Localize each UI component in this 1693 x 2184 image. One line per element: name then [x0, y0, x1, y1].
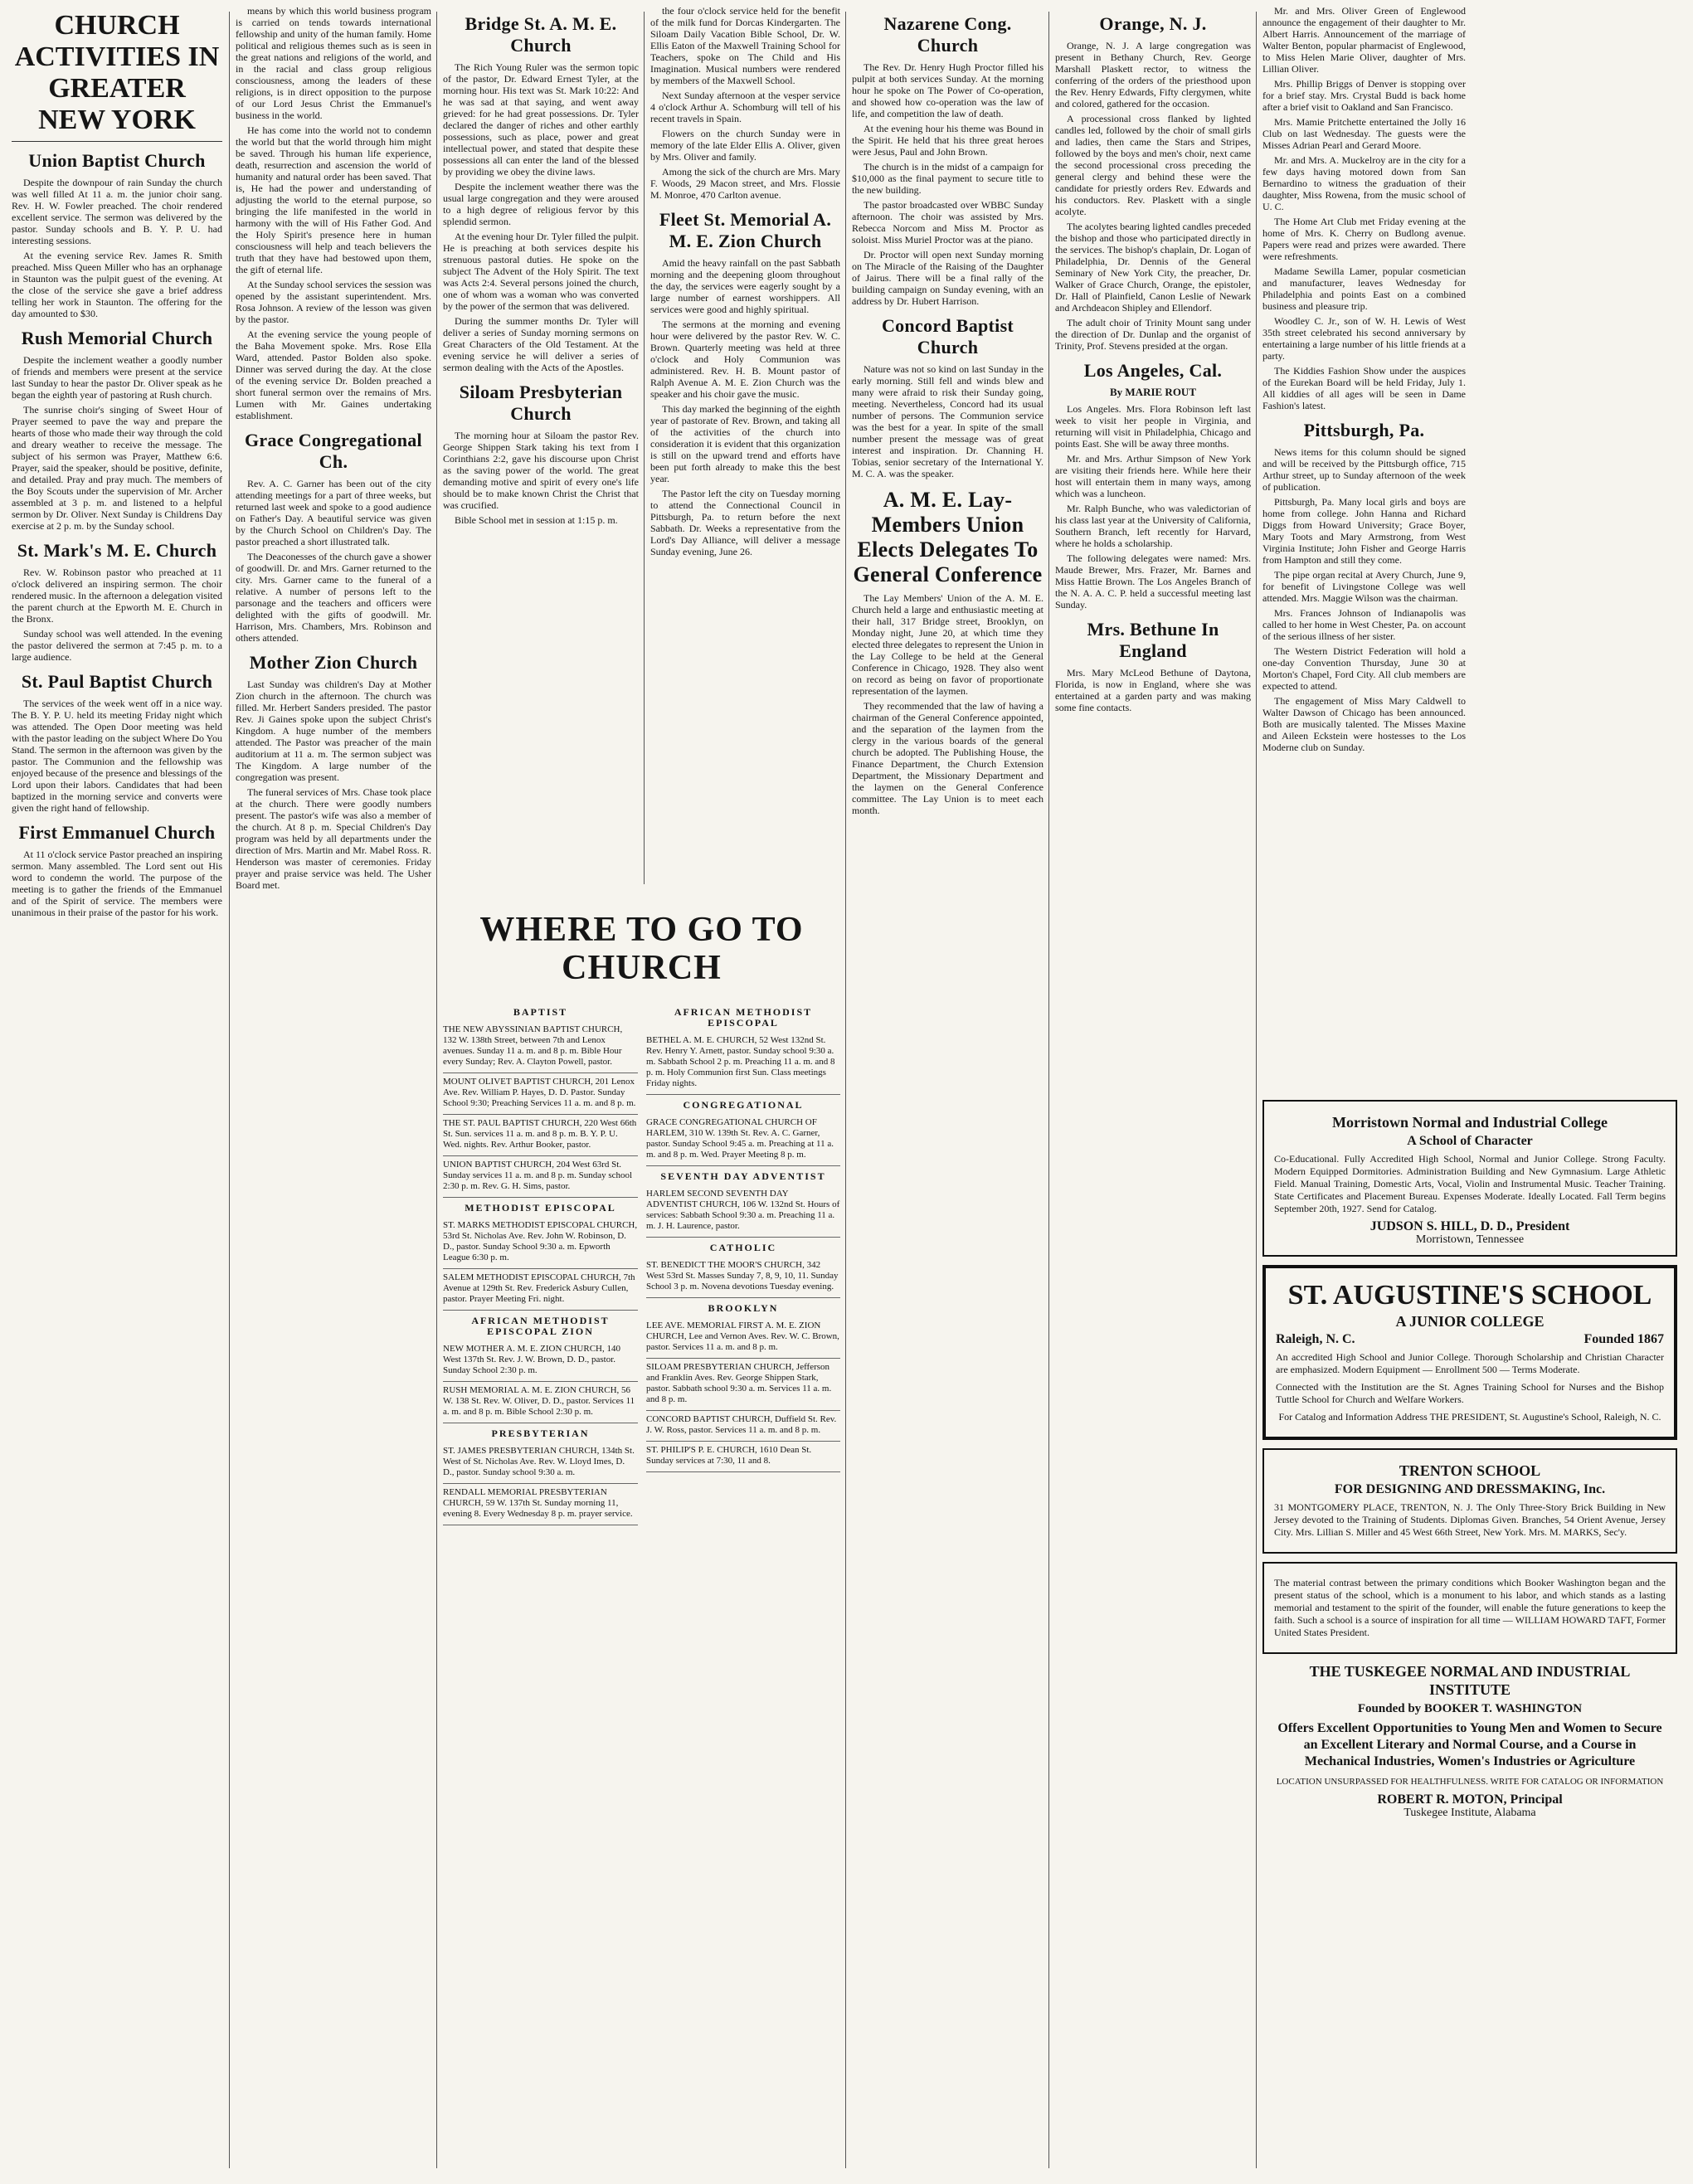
- directory-category: CONGREGATIONAL: [683, 1099, 804, 1111]
- ad-place: Tuskegee Institute, Alabama: [1404, 1807, 1536, 1819]
- directory-category: AFRICAN METHODIST EPISCOPAL: [674, 1006, 813, 1029]
- ad-morristown: [1262, 1100, 1677, 1257]
- ad-tuskegee: [1262, 1662, 1677, 1828]
- article-paragraph: Among the sick of the church are Mrs. Mary F. Woods, 29 Macon street, and Mrs. Flossie M. Monroe, 470 Carlton avenue.: [650, 166, 840, 201]
- article-paragraph: Last Sunday was children's Day at Mother Zion church in the afternoon. The church was filled. Mr. Herbert Sanders presided. The pastor Rev. Ji Gaines spoke upon the subject Christ's Kingdom. A huge number of the members attended. The Pastor was preacher of the main auditorium at 11 a. m. The sermon subject was The Kingdom. A large number of the congregation was present.: [236, 679, 431, 783]
- article-paragraph: Pittsburgh, Pa. Many local girls and boys are home from college. John Hanna and Richard Diggs from Howard University; Grace Boyer, Mary Toots and Mary Armstrong, from West Virginia Institute; John Fisher and George Harris from Hampton and still they come.: [1262, 496, 1466, 566]
- article-heading: Pittsburgh, Pa.: [1303, 420, 1425, 440]
- article-heading: Siloam Presbyterian Church: [459, 382, 623, 424]
- article-siloam: [443, 382, 639, 526]
- article-st-paul-baptist: [12, 671, 222, 814]
- ad-body: 31 MONTGOMERY PLACE, TRENTON, N. J. The Only Three-Story Brick Building in New Jersey devoted to the Training of Students. Diplomas Given. Branches, 54 Orient Avenue, Jersey City. Mrs. Lillian S. Miller and 45 West 66th Street, New York. Mrs. M. MARKS, Sec'y.: [1274, 1501, 1666, 1538]
- directory-entry: HARLEM SECOND SEVENTH DAY ADVENTIST CHURCH, 106 W. 132nd St. Hours of services: Sabbath School 9:30 a. m. Preaching 11 a. m. J. H. Laurence, pastor.: [646, 1185, 840, 1238]
- ad-address: For Catalog and Information Address THE PRESIDENT, St. Augustine's School, Raleigh, N. C.: [1278, 1411, 1661, 1423]
- article-paragraph: The following delegates were named: Mrs. Maude Brewer, Mrs. Frazer, Mr. Barnes and Miss Hattie Brown. The Los Angeles Branch of the N. A. A. C. P. held a successful meeting last Sunday.: [1055, 552, 1251, 610]
- article-paragraph: The Western District Federation will hold a one-day Convention Thursday, June 30 at Morton's Chapel, Ford City. All club members are expected to attend.: [1262, 645, 1466, 692]
- article-paragraph: Next Sunday afternoon at the vesper service 4 o'clock Arthur A. Schomburg will tell of his recent travels in Spain.: [650, 90, 840, 124]
- directory-entry: THE NEW ABYSSINIAN BAPTIST CHURCH, 132 W. 138th Street, between 7th and Lenox avenues. Sunday 11 a. m. and 8 p. m. Bible Hour every Sunday; Rev. A. Clayton Powell, pastor.: [443, 1021, 638, 1073]
- directory-category: SEVENTH DAY ADVENTIST: [660, 1170, 826, 1182]
- article-paragraph: The sermons at the morning and evening hour were delivered by the pastor Rev. W. C. Brown. Quarterly meeting was held at three o'clock and Holy Communion was administered. Rev. H. B. Mount pastor of Ralph Avenue A. M. E. Zion Church was the speaker and his choir gave the music.: [650, 319, 840, 400]
- article-paragraph: The engagement of Miss Mary Caldwell to Walter Dawson of Chicago has been announced. Both are musically talented. The Misses Maxine and Aileen Eckstein were hostesses to the Los Moderne club on Sunday.: [1262, 695, 1466, 753]
- article-heading: Union Baptist Church: [28, 150, 206, 171]
- article-paragraph: The Kiddies Fashion Show under the auspices of the Eurekan Board will be held Friday, July 1. All kiddies of all ages will be seen in Dame Fashion's latest.: [1262, 365, 1466, 411]
- ad-location: LOCATION UNSURPASSED FOR HEALTHFULNESS. WRITE FOR CATALOG OR INFORMATION: [1276, 1777, 1664, 1787]
- ads-block: [1262, 1092, 1677, 2170]
- article-heading: Mrs. Bethune In England: [1087, 619, 1219, 661]
- ad-body: An accredited High School and Junior College. Thorough Scholarship and Christian Character are emphasized. Modern Equipment — Enrollment 500 — Terms Moderate.: [1276, 1351, 1664, 1375]
- article-paragraph: Mr. Ralph Bunche, who was valedictorian of his class last year at the University of California, Southern Branch, left recently for Harvard, where he holds a scholarship.: [1055, 503, 1251, 549]
- article-paragraph: Rev. W. Robinson pastor who preached at 11 o'clock delivered an inspiring sermon. The choir rendered music. In the afternoon a delegation visited the parent church at the Epworth M. E. Church in the Bronx.: [12, 567, 222, 625]
- article-paragraph: The morning hour at Siloam the pastor Rev. George Shippen Stark taking his text from I Corinthians 2:2, gave his discourse upon Christ as the saving power of the world. The great demanding motive and spirit of every one's life should be to make known Christ the Christ that was crucified.: [443, 430, 639, 511]
- article-rush-memorial: [12, 328, 222, 532]
- article-paragraph: Mrs. Mary McLeod Bethune of Daytona, Florida, is now in England, where she was entertained at a garden party and was making some fine contacts.: [1055, 667, 1251, 713]
- column-rule: [229, 12, 230, 2168]
- directory-right: [646, 1002, 840, 1525]
- ad-location: Morristown, Tennessee: [1415, 1233, 1525, 1246]
- article-paragraph: At 11 o'clock service Pastor preached an inspiring sermon. Many assembled. The Lord sent out His word to condemn the world. The purpose of the meeting is to gather the friends of the Emmanuel and of the Spirit of service. The members were unanimous in their praise of the pastor for his work.: [12, 849, 222, 918]
- directory-category: METHODIST EPISCOPAL: [465, 1202, 616, 1214]
- directory-category: PRESBYTERIAN: [491, 1428, 590, 1439]
- article-paragraph: Dr. Proctor will open next Sunday morning on The Miracle of the Raising of the Daughter of Jairus. There will be a final rally of the building campaign on Sunday evening, with an address by Dr. Hubert Harrison.: [852, 249, 1044, 307]
- article-heading: First Emmanuel Church: [18, 822, 216, 843]
- ad-subtitle: FOR DESIGNING AND DRESSMAKING, Inc.: [1334, 1482, 1606, 1496]
- article-paragraph: The Pastor left the city on Tuesday morning to attend the Connectional Council in Pittsburgh, Pa. to return before the next Sabbath. Dr. Weeks a representative from the Lord's Day Alliance, will deliver a message Sunday evening, June 26.: [650, 488, 840, 557]
- article-paragraph: The sunrise choir's singing of Sweet Hour of Prayer seemed to pave the way and prepare the hearts of those who made their way through the cold and dreary weather to receive the message. The subject of his sermon was Prayer, Matthew 6:6. Prayer, said the speaker, should be positive, definite, and detailed. Pray and pray much. The members of the Boy Scouts under the supervision of Mr. Archer assembled at 3 p. m. and listened to a helpful sermon by Dr. Oliver. Next Sunday is Childrens Day exercise at 2 p. m. by the Sunday school.: [12, 404, 222, 532]
- article-paragraph: Sunday school was well attended. In the evening the pastor delivered the sermon at 7:45 p. m. to a large audience.: [12, 628, 222, 663]
- article-paragraph: At the evening service Rev. James R. Smith preached. Miss Queen Miller who has an orphanage in Staunton was the pulpit guest of the evening. At the close of the service she gave a brief address telling her work in Staunton. The offering for the day amounted to $30.: [12, 250, 222, 319]
- article-union-baptist: [12, 150, 222, 319]
- article-mother-zion: [236, 652, 431, 891]
- directory-entry: BETHEL A. M. E. CHURCH, 52 West 132nd St. Rev. Henry Y. Arnett, pastor. Sunday school 9:30 a. m. Sabbath School 2 p. m. Preaching 11 a. m. and 8 p. m. Holy Communion first Sun. Class meetings Friday nights.: [646, 1032, 840, 1095]
- column-3: [443, 5, 639, 909]
- article-paragraph: The adult choir of Trinity Mount sang under the direction of Dr. Dunlap and the organist of Trinity, Prof. Stevens presided at the organ.: [1055, 317, 1251, 352]
- directory-entry: RUSH MEMORIAL A. M. E. ZION CHURCH, 56 W. 138 St. Rev. W. Oliver, D. D., pastor. Services 11 a. m. and 8 p. m. Bible School 2:30 p. m.: [443, 1382, 638, 1423]
- ad-body: Connected with the Institution are the St. Agnes Training School for Nurses and the Bishop Tuttle School for Church and Welfare Workers.: [1276, 1381, 1664, 1405]
- ad-founder: Founded by BOOKER T. WASHINGTON: [1357, 1702, 1583, 1715]
- ad-st-augustine: [1262, 1265, 1677, 1440]
- article-heading: St. Paul Baptist Church: [21, 671, 213, 692]
- article-heading: St. Mark's M. E. Church: [17, 540, 217, 561]
- article-paragraph: Woodley C. Jr., son of W. H. Lewis of West 35th street celebrated his second anniversary by entertaining a large number of his little friends at a party.: [1262, 315, 1466, 362]
- article-heading: Bridge St. A. M. E. Church: [465, 13, 617, 56]
- ad-title: Morristown Normal and Industrial College: [1332, 1114, 1608, 1131]
- article-heading: Mother Zion Church: [249, 652, 418, 673]
- directory-entry: ST. BENEDICT THE MOOR'S CHURCH, 342 West 53rd St. Masses Sunday 7, 8, 9, 10, 11. Sunday School 3 p. m. Novena devotions Tuesday evening.: [646, 1257, 840, 1298]
- directory-entry: THE ST. PAUL BAPTIST CHURCH, 220 West 66th St. Sun. services 11 a. m. and 8 p. m. B. Y. P. U. Wed. nights. Rev. Arthur Booker, pastor.: [443, 1115, 638, 1156]
- article-paragraph: Los Angeles. Mrs. Flora Robinson left last week to visit her people in Virginia, and returning will visit in Philadelphia, Chicago and points East. She will be away three months.: [1055, 403, 1251, 450]
- ad-principal: ROBERT R. MOTON, Principal: [1377, 1792, 1563, 1807]
- article-paragraph: At the evening hour his theme was Bound in the Spirit. He held that his three great heroes were Jesus, Paul and John Brown.: [852, 123, 1044, 158]
- article-paragraph: Mr. and Mrs. Oliver Green of Englewood announce the engagement of their daughter to Mr. Albert Harris. Announcement of the marriage of Walter Benton, popular pharmacist of Englewood, to Miss Helen Marie Oliver, daughter of Mrs. Lillian Oliver.: [1262, 5, 1466, 75]
- directory-category: AFRICAN METHODIST EPISCOPAL ZION: [471, 1315, 610, 1337]
- society-news-columns: [1262, 5, 1677, 1224]
- article-first-emmanuel: [12, 822, 222, 918]
- article-paragraph: The Rich Young Ruler was the sermon topic of the pastor, Dr. Edward Ernest Tyler, at the morning hour. His text was St. Mark 10:22: And he was sad at that saying, and went away grieved: for he had great possessions. Dr. Tyler declared the danger of riches and other earthly possessions, such as place, power and great intellectual power, and stated that despite these possessions all can enter the land of the blessed by providing we obey the divine laws.: [443, 61, 639, 178]
- article-st-marks: [12, 540, 222, 663]
- article-byline: By MARIE ROUT: [1109, 386, 1196, 398]
- article-fleet-st: [650, 209, 840, 557]
- ad-taft-quote: [1262, 1562, 1677, 1654]
- ad-president: JUDSON S. HILL, D. D., President: [1369, 1219, 1570, 1233]
- article-paragraph: At the evening service the young people of the Baha Movement spoke. Mrs. Rose Ella Ward, attended. Pastor Bolden also spoke. Dinner was served during the day. At the close of the evening service Dr. Bolden preached a short funeral sermon over the remains of Mrs. Lumen with Mr. Gaines undertaking establishment.: [236, 328, 431, 421]
- article-paragraph: During the summer months Dr. Tyler will deliver a series of Sunday morning sermons on Great Characters of the Old Testament. At the evening service he will deliver a series of sermon dealing with the Acts of the Apostles.: [443, 315, 639, 373]
- directory-entry: SALEM METHODIST EPISCOPAL CHURCH, 7th Avenue at 129th St. Rev. Frederick Asbury Cullen, pastor. Prayer Meeting Fri. night.: [443, 1269, 638, 1311]
- article-lay-members: [852, 488, 1044, 816]
- article-heading: Los Angeles, Cal.: [1083, 360, 1223, 381]
- article-paragraph: Amid the heavy rainfall on the past Sabbath morning and the deepening gloom throughout the day, the services were eagerly sought by a large number of earnest worshippers. All services were good and highly spiritual.: [650, 257, 840, 315]
- article-paragraph: Nature was not so kind on last Sunday in the early morning. Still fell and winds blew and many were afraid to risk their Sunday going, meeting. Nevertheless, Concord had its usual number of persons. The Communion service was the best for a year. In spite of the small number present the message was of great interest and inspiration. Dr. Channing H. Tobias, senior secretary of the International Y. M. C. A. was the speaker.: [852, 363, 1044, 479]
- article-paragraph: He has come into the world not to condemn the world but that the world through him might be saved. Through his human life experience, death, resurrection and ascension the world of humanity and natural order has been saved. That is, He had the power and understanding of adjusting the world to the eternal purpose, so bringing the life manifested in the world in harmony with the will of His Father God. And the Holy Spirit's presence here in human consciousness will help and teach believers the truth that they have had bestowed upon them, the gift of eternal life.: [236, 124, 431, 275]
- article-paragraph: A processional cross flanked by lighted candles led, followed by the choir of small girls and ladies, then came the Stars and Stripes, followed by the boys and men's choir, next came the second processional cross preceding the general clergy and behind these were the candidate for priestly orders Rev. Edwards and his conductors. Rev. Plaskett with a single acolyte.: [1055, 113, 1251, 217]
- directory-category: BROOKLYN: [708, 1302, 779, 1314]
- article-paragraph: means by which this world business program is carried on tends towards international fellowship and unity of the human family. Home political and religious themes such as is seen in the great nations and religions of the world, and in the racial and class group religious consciousness, among the leaders of these religions, is in direct opposition to the purpose of our Lord Jesus Christ the Emmanuel's business in the world.: [236, 5, 431, 121]
- newspaper-page: [12, 5, 1681, 2177]
- directory-category: BAPTIST: [513, 1006, 568, 1018]
- article-heading: A. M. E. Lay-Members Union Elects Delegates To General Conference: [853, 488, 1043, 586]
- column-rule: [436, 12, 437, 2168]
- article-heading: Orange, N. J.: [1099, 13, 1207, 34]
- article-paragraph: The pastor broadcasted over WBBC Sunday afternoon. The choir was assisted by Mrs. Rebecca Norcom and Miss M. Proctor as soloist. Miss Muriel Proctor was at the piano.: [852, 199, 1044, 246]
- article-orange-nj: [1055, 13, 1251, 352]
- article-paragraph: News items for this column should be signed and will be received by the Pittsburgh office, 715 Arthur street, up to Sunday afternoon of the week of publication.: [1262, 446, 1466, 493]
- article-nazarene: [852, 13, 1044, 307]
- directory-entry: ST. MARKS METHODIST EPISCOPAL CHURCH, 53rd St. Nicholas Ave. Rev. John W. Robinson, D. D., pastor. Sunday School 9:30 a. m. Epworth League 6:30 p. m.: [443, 1217, 638, 1269]
- article-paragraph: At the evening hour Dr. Tyler filled the pulpit. He is preaching at both services despite his strenuous pastoral duties. He spoke on the subject The Advent of the Holy Spirit. The text was Acts 2:4. Several persons joined the church, one of whom was a woman who was converted by the power of the sermon that was delivered.: [443, 231, 639, 312]
- directory-entry: UNION BAPTIST CHURCH, 204 West 63rd St. Sunday services 11 a. m. and 8 p. m. Sunday school 2:30 p. m. Rev. G. H. Sims, pastor.: [443, 1156, 638, 1198]
- article-concord: [852, 315, 1044, 479]
- directory-category: CATHOLIC: [709, 1242, 777, 1253]
- column-rule: [1048, 12, 1049, 2168]
- ad-motto: A School of Character: [1407, 1134, 1533, 1148]
- article-grace-congregational: [236, 430, 431, 644]
- directory-entry: CONCORD BAPTIST CHURCH, Duffield St. Rev. J. W. Ross, pastor. Services 11 a. m. and 8 p. m.: [646, 1411, 840, 1442]
- article-heading: Grace Congregational Ch.: [245, 430, 422, 472]
- article-paragraph: the four o'clock service held for the benefit of the milk fund for Dorcas Kindergarten. The Siloam Daily Vacation Bible School, Dr. W. Ellis Eaton of the Maxwell Training School for Teachers, spoke on The Child and His Imagination. Musical numbers were rendered by members of the Maxwell School.: [650, 5, 840, 86]
- article-heading: Fleet St. Memorial A. M. E. Zion Church: [659, 209, 832, 251]
- article-paragraph: The Deaconesses of the church gave a shower of goodwill. Dr. and Mrs. Garner returned to the city. Mrs. Garner came to the funeral of a relative. A number of persons left to the parsonage and the teachers and officers were delighted with the gifts of goodwill. Mr. Harrison, Mrs. Chambers, Mrs. Robinson and others attended.: [236, 551, 431, 644]
- directory-entry: LEE AVE. MEMORIAL FIRST A. M. E. ZION CHURCH, Lee and Vernon Aves. Rev. W. C. Brown, pastor. Services 11 a. m. and 8 p. m.: [646, 1317, 840, 1359]
- directory-entry: GRACE CONGREGATIONAL CHURCH OF HARLEM, 310 W. 139th St. Rev. A. C. Garner, pastor. Sunday School 9:45 a. m. Preaching at 11 a. m. and 8 p. m. Wed. Prayer Meeting 8 p. m.: [646, 1114, 840, 1166]
- article-paragraph: The services of the week went off in a nice way. The B. Y. P. U. held its meeting Friday night which was attended. The Open Door meeting was held with the pastor leading on the subject Where Do You Stand. The sermon in the afternoon was given by the pastor. The Communion and the fellowship was enjoyed because of the presence and blessings of the Lord upon their labors. Candidates that had been baptized in the morning service and converts were given the right hand of fellowship.: [12, 698, 222, 814]
- column-2: [236, 5, 431, 2177]
- article-los-angeles: [1055, 360, 1251, 610]
- column-5: [852, 5, 1044, 2177]
- article-paragraph: Mrs. Frances Johnson of Indianapolis was called to her home in West Chester, Pa. on account of the serious illness of her sister.: [1262, 607, 1466, 642]
- page-title: CHURCH ACTIVITIES IN GREATER NEW YORK: [14, 10, 220, 135]
- ad-title: TRENTON SCHOOL: [1399, 1462, 1541, 1479]
- article-paragraph: They recommended that the law of having a chairman of the General Conference appointed, and the separation of the laymen from the clergy in the various boards of the general church be adopted. The Publishing House, the Finance Department, the Church Extension Department, the Missionary Department and the laymen on the General Conference committee. The Lay Union is to meet each month.: [852, 700, 1044, 816]
- ad-trenton: [1262, 1448, 1677, 1554]
- column-4: [650, 5, 840, 834]
- article-paragraph: The church is in the midst of a campaign for $10,000 as the final payment to secure title to the new building.: [852, 161, 1044, 196]
- directory-entry: RENDALL MEMORIAL PRESBYTERIAN CHURCH, 59 W. 137th St. Sunday morning 11, evening 8. Every Wednesday 8 p. m. prayer service.: [443, 1484, 638, 1525]
- article-paragraph: Mr. and Mrs. A. Muckelroy are in the city for a few days having motored down from San Bernardino to witness the graduation of their daughter, Miss Rowena, from the music school of U. C.: [1262, 154, 1466, 212]
- ad-row: [1276, 1333, 1664, 1346]
- ad-founded: Founded 1867: [1584, 1332, 1664, 1346]
- article-paragraph: This day marked the beginning of the eighth year of pastorate of Rev. Brown, and taking all of the activities of the church into consideration it is evident that this organization is still on the upward trend and efforts have been put forth already to make this the best year.: [650, 403, 840, 484]
- article-paragraph: Mrs. Mamie Pritchette entertained the Jolly 16 Club on last Wednesday. The guests were the Misses Adrian Pearl and Gerard Moore.: [1262, 116, 1466, 151]
- article-paragraph: Despite the downpour of rain Sunday the church was well filled At 11 a. m. the junior choir sang. Rev. H. W. Fowler preached. The choir rendered excellent service. The sermon was delivered by the pastor. Sunday schools and B. Y. P. U. had interesting sessions.: [12, 177, 222, 246]
- article-paragraph: Flowers on the church Sunday were in memory of the late Elder Ellis A. Oliver, given by Mrs. Oliver and family.: [650, 128, 840, 163]
- ad-title: ST. AUGUSTINE'S SCHOOL: [1287, 1280, 1652, 1311]
- directory-entry: ST. JAMES PRESBYTERIAN CHURCH, 134th St. West of St. Nicholas Ave. Rev. W. Lloyd Imes, D. D., pastor. Sunday school 9:30 a. m.: [443, 1442, 638, 1484]
- church-directory: [443, 884, 840, 2174]
- directory-entry: MOUNT OLIVET BAPTIST CHURCH, 201 Lenox Ave. Rev. William P. Hayes, D. D. Pastor. Sunday School 9:30; Preaching Services 11 a. m. and 8 p. m.: [443, 1073, 638, 1115]
- directory-entry: NEW MOTHER A. M. E. ZION CHURCH, 140 West 137th St. Rev. J. W. Brown, D. D., pastor. Sunday School 2:30 p. m.: [443, 1340, 638, 1382]
- article-paragraph: The Home Art Club met Friday evening at the home of Mrs. K. Cherry on Budlong avenue. Papers were read and prizes were awarded. There were refreshments.: [1262, 216, 1466, 262]
- ad-title: THE TUSKEGEE NORMAL AND INDUSTRIAL INSTITUTE: [1309, 1663, 1631, 1698]
- directory-entry: ST. PHILIP'S P. E. CHURCH, 1610 Dean St. Sunday services at 7:30, 11 and 8.: [646, 1442, 840, 1472]
- article-paragraph: Mr. and Mrs. Arthur Simpson of New York are visiting their friends here. While here their host will entertain them in many ways, among which was a luncheon.: [1055, 453, 1251, 499]
- ad-body: The material contrast between the primary conditions which Booker Washington began and the present status of the school, which is a monument to his labor, and which stands as a lasting memorial and testament to the spirit of the founder, will enable the future generations to keep the faith. Such a school is a source of inspiration for all time — WILLIAM HOWARD TAFT, Former United States President.: [1274, 1577, 1666, 1638]
- article-paragraph: Orange, N. J. A large congregation was present in Bethany Church, Rev. George Marshall Plaskett rector, to witness the conferring of the orders of the priesthood upon the Rev. Henry Edwards, Fifty clergymen, white and colored, gathered for the occasion.: [1055, 40, 1251, 109]
- article-paragraph: Rev. A. C. Garner has been out of the city attending meetings for a part of three weeks, but returned last week and spoke to a good audience on Father's Day. A beautiful service was given by the Church School on Children's Day. The pastor preached a short illustrated talk.: [236, 478, 431, 547]
- directory-title: WHERE TO GO TO CHURCH: [479, 911, 804, 987]
- society-news: [1262, 5, 1677, 1224]
- article-heading: Rush Memorial Church: [21, 328, 213, 348]
- column-6: [1055, 5, 1251, 2177]
- article-paragraph: Madame Sewilla Lamer, popular cosmetician and manufacturer, leaves Wednesday for Philadelphia and points East on a combined business and pleasure trip.: [1262, 265, 1466, 312]
- article-paragraph: The acolytes bearing lighted candles preceded the bishop and those who participated directly in the services. The bishop's chaplain, Dr. Logan of Philadelphia, Dr. Dennis of the General Seminary of New York City, the preacher, Dr. Walker of Grace Church, Orange, the epistoler, Dr. Hall of Plainfield, Canon Leslie of Newark and Archdeacon Shipley and Ellendorf.: [1055, 221, 1251, 314]
- directory-left: [443, 1002, 638, 1525]
- article-bethune: [1055, 619, 1251, 713]
- article-heading: Nazarene Cong. Church: [883, 13, 1012, 56]
- column-1: [12, 5, 222, 2177]
- ad-subtitle: A JUNIOR COLLEGE: [1395, 1313, 1545, 1330]
- article-paragraph: Despite the inclement weather a goodly number of friends and members were present at the service last Sunday to hear the pastor Dr. Oliver speak as he began the eighth year of pastoring at Rush church.: [12, 354, 222, 401]
- article-paragraph: The funeral services of Mrs. Chase took place at the church. There were goodly numbers present. The pastor's wife was also a member of the church. At 8 p. m. Special Children's Day program was held by all departments under the direction of Mrs. Martin and Mr. Mabel Ross. R. Henderson was master of ceremonies. Friday prayer and praise service was held. The Usher Board met.: [236, 786, 431, 891]
- directory-entry: SILOAM PRESBYTERIAN CHURCH, Jefferson and Franklin Aves. Rev. George Shippen Stark, pastor. Sabbath school 9:30 a. m. Services 11 a. m. and 8 p. m.: [646, 1359, 840, 1411]
- ad-body: Offers Excellent Opportunities to Young Men and Women to Secure an Excellent Literary and Normal Course, and a Course in Mechanical Industries, Women's Industries or Agriculture: [1277, 1721, 1662, 1768]
- article-paragraph: Bible School met in session at 1:15 p. m.: [455, 514, 618, 526]
- article-paragraph: Despite the inclement weather there was the usual large congregation and they were aroused to a high degree of religious fervor by this splendid sermon.: [443, 181, 639, 227]
- directory-grid: [443, 1002, 840, 1525]
- article-paragraph: The Lay Members' Union of the A. M. E. Church held a large and enthusiastic meeting at their hall, 317 Bridge street, Brooklyn, on Monday night, June 20, at which time they elected three delegates to represent the Union in the Lay College to be held at the General Conference in Chicago, 1928. They also went on record as being on favor of proportionate representation of the laymen.: [852, 592, 1044, 697]
- article-paragraph: At the Sunday school services the session was opened by the assistant superintendent. Mrs. Rosa Johnson. A review of the lesson was given by the pastor.: [236, 279, 431, 325]
- ad-body: Co-Educational. Fully Accredited High School, Normal and Junior College. Strong Faculty. Modern Equipped Dormitories. Administration Building and New Gymnasium. Large Athletic Field. Manual Training, Domestic Arts, Vocal, Violin and Instrumental Music. Teacher Training. State Certificates and Placement Bureau. Expenses Moderate. Ideally Located. Fall Term begins September 20th, 1927. Send for Catalog.: [1274, 1153, 1666, 1214]
- article-paragraph: The Rev. Dr. Henry Hugh Proctor filled his pulpit at both services Sunday. At the morning hour he spoke on The Power of Co-operation, and showed how co-operation was the law of life, and competition the law of death.: [852, 61, 1044, 119]
- article-paragraph: Mrs. Phillip Briggs of Denver is stopping over for a brief stay. Mrs. Crystal Budd is back home after a brief visit to Oakland and San Francisco.: [1262, 78, 1466, 113]
- column-7: [1262, 5, 1677, 1249]
- article-bridge-st: [443, 13, 639, 373]
- article-heading: Concord Baptist Church: [881, 315, 1014, 358]
- column-rule: [845, 12, 846, 2168]
- column-rule: [1256, 12, 1257, 2168]
- article-paragraph: The pipe organ recital at Avery Church, June 9, for benefit of Livingstone College was well attended. Mrs. Maggie Wilson was the chairman.: [1262, 569, 1466, 604]
- ad-city: Raleigh, N. C.: [1276, 1332, 1355, 1346]
